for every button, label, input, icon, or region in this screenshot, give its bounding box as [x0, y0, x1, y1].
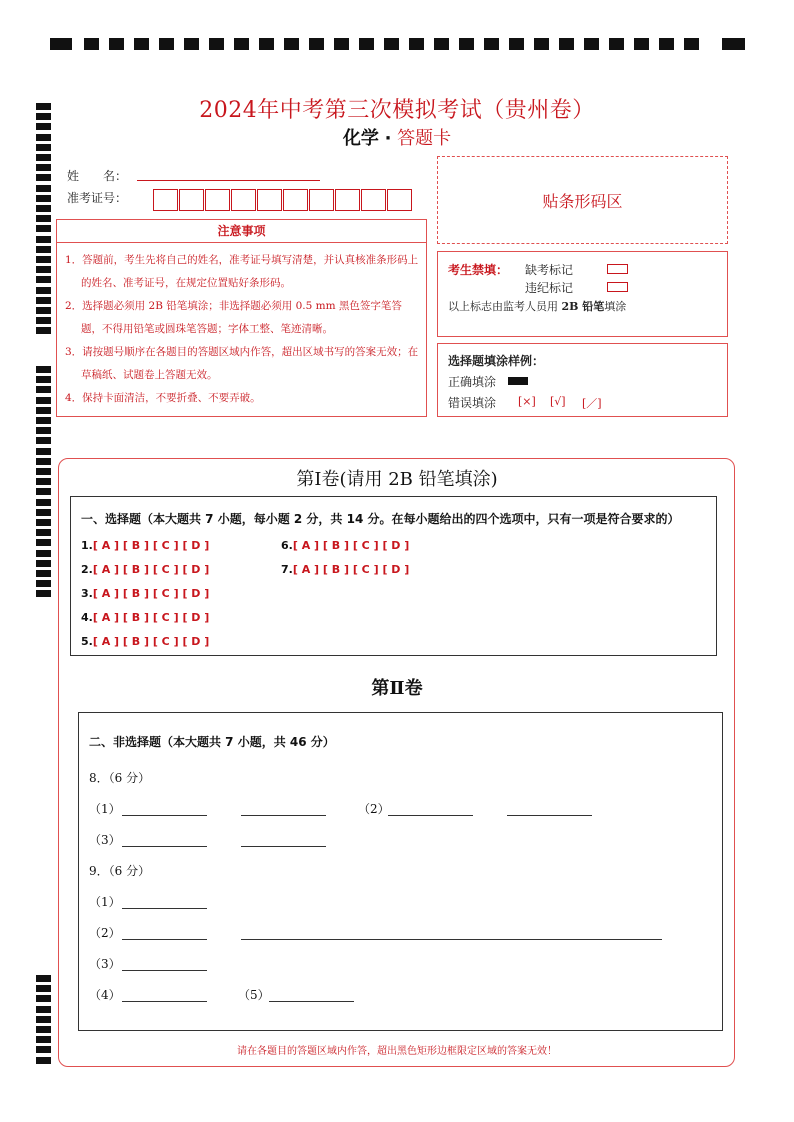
absent-label: 缺考标记	[525, 263, 574, 277]
id-digit-box[interactable]	[387, 189, 412, 211]
timing-mark	[36, 246, 51, 253]
q9-sub1: （1）	[89, 895, 121, 909]
timing-mark	[36, 437, 51, 444]
timing-mark	[36, 1006, 51, 1013]
choice-section-head: 一、选择题（本大题共 7 小题，每小题 2 分，共 14 分。在每小题给出的四个选项中，只有一项是符合要求的）	[81, 512, 680, 526]
timing-mark	[36, 236, 51, 243]
timing-mark	[36, 427, 51, 434]
q9-sub4: （4）	[89, 988, 121, 1002]
timing-marks-top	[50, 38, 745, 50]
timing-mark	[36, 205, 51, 212]
id-digit-box[interactable]	[153, 189, 178, 211]
q8-3-blank-b[interactable]	[241, 845, 326, 847]
notice-item: 2．选择题必须用 2B 铅笔填涂；非选择题必须用 0.5 mm 黑色签字笔答题，不得用铅笔或圆珠笔答题；字体工整、笔迹清晰。	[65, 300, 402, 335]
choice-q2[interactable]	[81, 563, 209, 576]
timing-mark	[334, 38, 349, 50]
id-number-boxes[interactable]	[153, 189, 413, 213]
timing-mark	[234, 38, 249, 50]
timing-mark	[609, 38, 624, 50]
timing-mark	[359, 38, 374, 50]
id-digit-box[interactable]	[283, 189, 308, 211]
wrong-mark-2: [√]	[550, 395, 566, 408]
timing-mark	[109, 38, 124, 50]
id-label: 准考证号：	[67, 191, 128, 205]
timing-mark	[36, 386, 51, 393]
timing-mark	[36, 154, 51, 161]
separator: ·	[384, 128, 392, 149]
correct-label: 正确填涂	[448, 375, 497, 389]
timing-mark	[36, 225, 51, 232]
timing-mark	[36, 570, 51, 577]
q-options[interactable]: [ A ] [ B ] [ C ] [ D ]	[92, 611, 210, 624]
q8-2-blank-b[interactable]	[507, 814, 592, 816]
id-digit-box[interactable]	[205, 189, 230, 211]
correct-fill-sample	[508, 377, 528, 385]
timing-mark	[584, 38, 599, 50]
q8-1-blank-b[interactable]	[241, 814, 326, 816]
timing-mark	[36, 975, 51, 982]
choice-q5[interactable]	[81, 635, 209, 648]
timing-mark	[559, 38, 574, 50]
timing-mark	[634, 38, 649, 50]
barcode-area	[437, 156, 728, 244]
q9-5-blank[interactable]	[269, 1000, 354, 1002]
timing-mark	[36, 417, 51, 424]
card-label: 答题卡	[397, 128, 452, 149]
q9-2-blank-a[interactable]	[122, 938, 207, 940]
choice-q4[interactable]	[81, 611, 209, 624]
q9-sub2: （2）	[89, 926, 121, 940]
timing-mark	[534, 38, 549, 50]
q8-3-blank-a[interactable]	[122, 845, 207, 847]
timing-mark	[36, 327, 51, 334]
timing-mark	[434, 38, 449, 50]
timing-mark	[159, 38, 174, 50]
barcode-label: 贴条形码区	[542, 191, 623, 211]
timing-mark	[36, 266, 51, 273]
timing-mark	[36, 256, 51, 263]
id-digit-box[interactable]	[231, 189, 256, 211]
timing-mark	[36, 550, 51, 557]
name-field[interactable]	[137, 180, 320, 181]
timing-mark	[36, 1016, 51, 1023]
timing-mark	[36, 580, 51, 587]
violation-mark-box[interactable]	[607, 282, 628, 292]
timing-mark	[36, 376, 51, 383]
fill-sample-box	[437, 343, 728, 417]
timing-mark	[134, 38, 149, 50]
choice-q6[interactable]	[281, 539, 409, 552]
timing-mark	[36, 529, 51, 536]
timing-mark	[36, 1026, 51, 1033]
timing-mark	[50, 38, 72, 50]
timing-mark	[36, 297, 51, 304]
q8-1-blank-a[interactable]	[122, 814, 207, 816]
examiner-only-box	[437, 251, 728, 337]
choice-q3[interactable]	[81, 587, 209, 600]
timing-mark	[384, 38, 399, 50]
timing-mark	[36, 458, 51, 465]
non-choice-head: 二、非选择题（本大题共 7 小题，共 46 分）	[89, 735, 335, 749]
choice-q1[interactable]	[81, 539, 209, 552]
q-number: 3.	[81, 587, 93, 600]
q-options[interactable]: [ A ] [ B ] [ C ] [ D ]	[92, 635, 210, 648]
q-options[interactable]: [ A ] [ B ] [ C ] [ D ]	[92, 587, 210, 600]
footer-warning: 请在各题目的答题区域内作答，超出黑色矩形边框限定区域的答案无效！	[237, 1046, 557, 1057]
wrong-label: 错误填涂	[448, 396, 497, 410]
timing-mark	[36, 985, 51, 992]
q8-2-blank-a[interactable]	[388, 814, 473, 816]
q9-2-blank-b[interactable]	[241, 938, 662, 940]
timing-mark	[36, 164, 51, 171]
timing-mark	[36, 366, 51, 373]
subject: 化学	[342, 128, 379, 149]
q9-4-blank[interactable]	[122, 1000, 207, 1002]
timing-mark	[36, 174, 51, 181]
id-digit-box[interactable]	[257, 189, 282, 211]
q9-sub5: （5）	[238, 988, 270, 1002]
timing-mark	[484, 38, 499, 50]
timing-mark	[36, 590, 51, 597]
notice-box	[56, 219, 427, 417]
exam-title: 2024年中考第三次模拟考试（贵州卷）	[199, 98, 595, 123]
q-number: 6.	[281, 539, 293, 552]
timing-mark	[84, 38, 99, 50]
timing-mark	[36, 215, 51, 222]
q-number: 5.	[81, 635, 93, 648]
forbid-note-suffix: 填涂	[604, 300, 627, 313]
timing-mark	[36, 448, 51, 455]
forbid-label: 考生禁填：	[448, 263, 509, 277]
timing-mark	[309, 38, 324, 50]
notice-item: 4．保持卡面清洁，不要折叠、不要弄破。	[65, 392, 261, 404]
timing-mark	[409, 38, 424, 50]
id-digit-box[interactable]	[179, 189, 204, 211]
timing-mark	[36, 195, 51, 202]
wrong-mark-1: [×]	[518, 395, 536, 408]
timing-mark	[36, 407, 51, 414]
timing-mark	[259, 38, 274, 50]
q-options[interactable]: [ A ] [ B ] [ C ] [ D ]	[92, 563, 210, 576]
timing-mark	[659, 38, 674, 50]
timing-mark	[684, 38, 699, 50]
non-choice-section	[78, 712, 723, 1031]
name-label: 姓 名：	[67, 169, 128, 183]
timing-mark	[36, 995, 51, 1002]
choice-q7[interactable]	[281, 563, 409, 576]
wrong-mark-3: [／]	[582, 397, 602, 410]
part2-title: 第Ⅱ卷	[371, 678, 423, 699]
timing-mark	[722, 38, 745, 50]
q-options[interactable]: [ A ] [ B ] [ C ] [ D ]	[292, 563, 410, 576]
q8-sub3: （3）	[89, 833, 121, 847]
timing-mark	[36, 499, 51, 506]
timing-mark	[36, 276, 51, 283]
sample-title: 选择题填涂样例：	[448, 354, 545, 368]
timing-mark	[284, 38, 299, 50]
timing-mark	[36, 560, 51, 567]
q9-label: 9．（6 分）	[89, 864, 151, 878]
timing-mark	[459, 38, 474, 50]
part1-title: 第Ⅰ卷(请用 2B 铅笔填涂)	[296, 469, 498, 490]
notice-title: 注意事项	[57, 220, 426, 243]
q-options[interactable]: [ A ] [ B ] [ C ] [ D ]	[292, 539, 410, 552]
card-subtitle	[0, 124, 794, 150]
q8-sub2: （2）	[358, 802, 390, 816]
timing-mark	[36, 509, 51, 516]
q8-label: 8．（6 分）	[89, 771, 151, 785]
choice-section	[70, 496, 717, 656]
notice-item: 1．答题前，考生先将自己的姓名，准考证号填写清楚，并认真核准条形码上的姓名、准考证号，在规定位置贴好条形码。	[65, 254, 419, 289]
q8-sub1: （1）	[89, 802, 121, 816]
timing-mark	[36, 519, 51, 526]
q-options[interactable]: [ A ] [ B ] [ C ] [ D ]	[92, 539, 210, 552]
timing-mark	[184, 38, 199, 50]
timing-mark	[36, 287, 51, 294]
violation-label: 违纪标记	[525, 281, 574, 295]
timing-mark	[36, 307, 51, 314]
q-number: 2.	[81, 563, 93, 576]
timing-mark	[36, 1057, 51, 1064]
forbid-note-prefix: 以上标志由监考人员用	[448, 300, 558, 313]
timing-mark	[36, 397, 51, 404]
q-number: 7.	[281, 563, 293, 576]
q9-1-blank[interactable]	[122, 907, 207, 909]
timing-mark	[509, 38, 524, 50]
absent-mark-box[interactable]	[607, 264, 628, 274]
timing-mark	[36, 185, 51, 192]
q9-sub3: （3）	[89, 957, 121, 971]
timing-mark	[36, 539, 51, 546]
q9-3-blank[interactable]	[122, 969, 207, 971]
id-digit-box[interactable]	[309, 189, 334, 211]
timing-mark	[36, 317, 51, 324]
q-number: 1.	[81, 539, 93, 552]
forbid-note-bold: 2B 铅笔	[561, 300, 605, 313]
notice-item: 3．请按题号顺序在各题目的答题区域内作答，超出区域书写的答案无效；在草稿纸、试题卷上答题无效。	[65, 346, 419, 381]
forbid-note	[448, 298, 626, 314]
q-number: 4.	[81, 611, 93, 624]
id-digit-box[interactable]	[361, 189, 386, 211]
id-digit-box[interactable]	[335, 189, 360, 211]
timing-mark	[209, 38, 224, 50]
